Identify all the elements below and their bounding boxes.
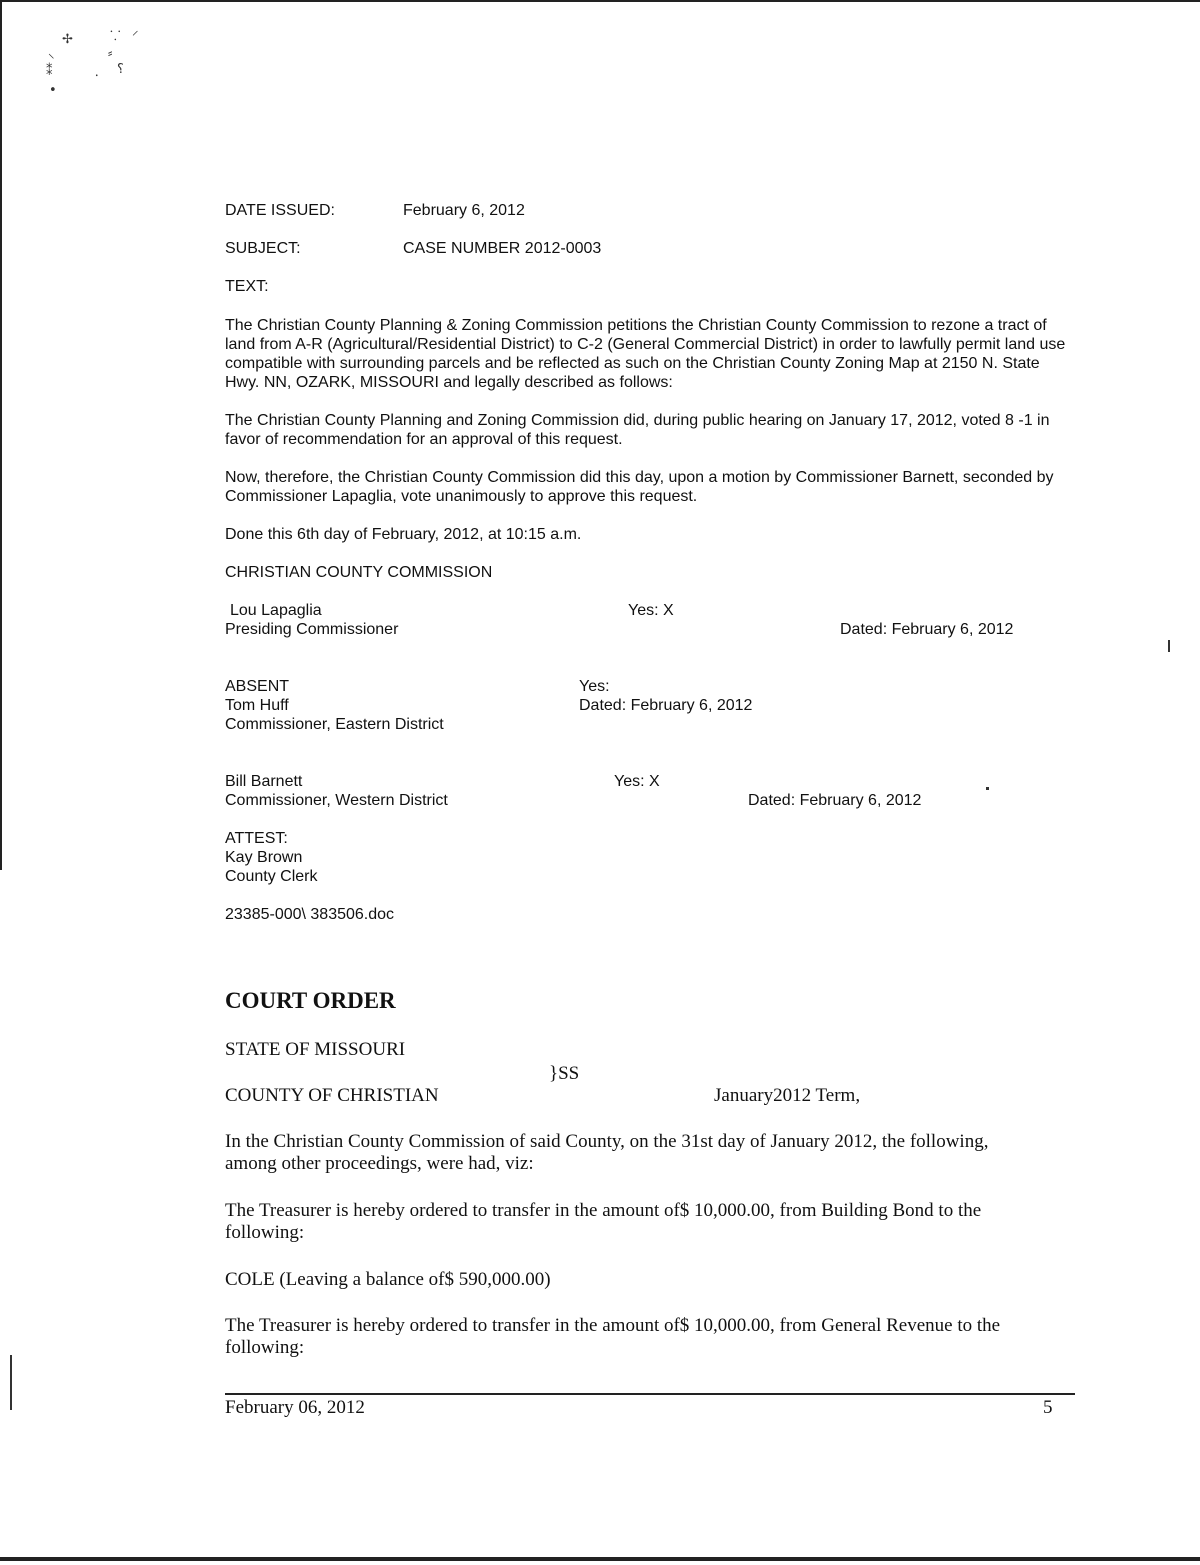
done-line: Done this 6th day of February, 2012, at 10:15 a.m.	[225, 526, 582, 543]
footer-rule	[225, 1393, 1075, 1395]
subject-value: CASE NUMBER 2012-0003	[403, 240, 602, 257]
state-line: STATE OF MISSOURI	[225, 1039, 406, 1060]
signer-name-barnett: Bill Barnett	[225, 773, 303, 790]
page-border-bottom	[0, 1557, 1200, 1561]
document-reference: 23385-000\ 383506.doc	[225, 906, 395, 923]
page-number: 5	[1043, 1397, 1053, 1418]
attest-name: Kay Brown	[225, 849, 303, 866]
vote-huff: Yes:	[579, 678, 610, 695]
subject-label: SUBJECT:	[225, 240, 301, 257]
date-issued-label: DATE ISSUED:	[225, 202, 335, 219]
commission-name: CHRISTIAN COUNTY COMMISSION	[225, 564, 493, 581]
cole-balance: COLE (Leaving a balance of$ 590,000.00)	[225, 1269, 551, 1290]
attest-title: County Clerk	[225, 868, 318, 885]
dated-huff: Dated: February 6, 2012	[579, 697, 753, 714]
page-border-left	[0, 0, 2, 870]
page-border-top	[0, 0, 1200, 2]
ss-bracket: }SS	[549, 1063, 580, 1084]
court-order-heading: COURT ORDER	[225, 988, 396, 1013]
transfer-building-bond: The Treasurer is hereby ordered to transfer in the amount of$ 10,000.00, from Building Bond to the following:	[225, 1200, 982, 1243]
scan-speckle: ⸮	[117, 62, 124, 77]
text-label: TEXT:	[225, 278, 269, 295]
scan-speckle: ⸗	[108, 46, 113, 61]
scan-speckle: ⸪	[110, 29, 121, 44]
scan-speckle: •	[49, 83, 57, 98]
term-line: January2012 Term,	[714, 1085, 861, 1106]
resolution-paragraph: Now, therefore, the Christian County Commission did this day, upon a motion by Commissioner Barnett, seconded by Commissioner Lapaglia, vote unanimously to approve this request.	[225, 469, 1054, 505]
scan-speckle: ⸳	[95, 67, 99, 82]
scan-speckle: ⁑	[46, 64, 53, 79]
county-line: COUNTY OF CHRISTIAN	[225, 1085, 439, 1106]
scan-speckle: ✢	[62, 32, 73, 47]
scan-speckle: ⸍	[132, 29, 139, 44]
scan-speckle: ⸌	[48, 52, 55, 67]
transfer-general-revenue: The Treasurer is hereby ordered to transfer in the amount of$ 10,000.00, from General Revenue to the following:	[225, 1315, 1001, 1358]
petition-paragraph: The Christian County Planning & Zoning Commission petitions the Christian County Commission to rezone a tract of land from A-R (Agricultural/Residential District) to C-2 (General Commercial District) in order to lawfully permit land use compatible with surrounding parcels and be reflected as such on the Christian County Zoning Map at 2150 N. State Hwy. NN, OZARK, MISSOURI and legally described as follows:	[225, 317, 1066, 391]
footer-date: February 06, 2012	[225, 1397, 365, 1418]
attest-label: ATTEST:	[225, 830, 288, 847]
vote-barnett: Yes: X	[614, 773, 660, 790]
dated-lapaglia: Dated: February 6, 2012	[840, 621, 1014, 638]
date-issued-value: February 6, 2012	[403, 202, 525, 219]
scan-dot	[986, 787, 989, 790]
scan-mark-left-lower	[10, 1355, 12, 1410]
court-order-intro: In the Christian County Commission of said County, on the 31st day of January 2012, the following, among other proceedings, were had, viz:	[225, 1131, 989, 1174]
vote-lapaglia: Yes: X	[628, 602, 674, 619]
signer-name-huff: Tom Huff	[225, 697, 289, 714]
absent-status: ABSENT	[225, 678, 290, 695]
signer-title-lapaglia: Presiding Commissioner	[225, 621, 399, 638]
hearing-paragraph: The Christian County Planning and Zoning Commission did, during public hearing on January 17, 2012, voted 8 -1 in favor of recommendation for an approval of this request.	[225, 412, 1050, 448]
dated-barnett: Dated: February 6, 2012	[748, 792, 922, 809]
signer-name-lapaglia: Lou Lapaglia	[230, 602, 322, 619]
signer-title-huff: Commissioner, Eastern District	[225, 716, 444, 733]
scan-mark-right	[1168, 640, 1170, 652]
signer-title-barnett: Commissioner, Western District	[225, 792, 448, 809]
